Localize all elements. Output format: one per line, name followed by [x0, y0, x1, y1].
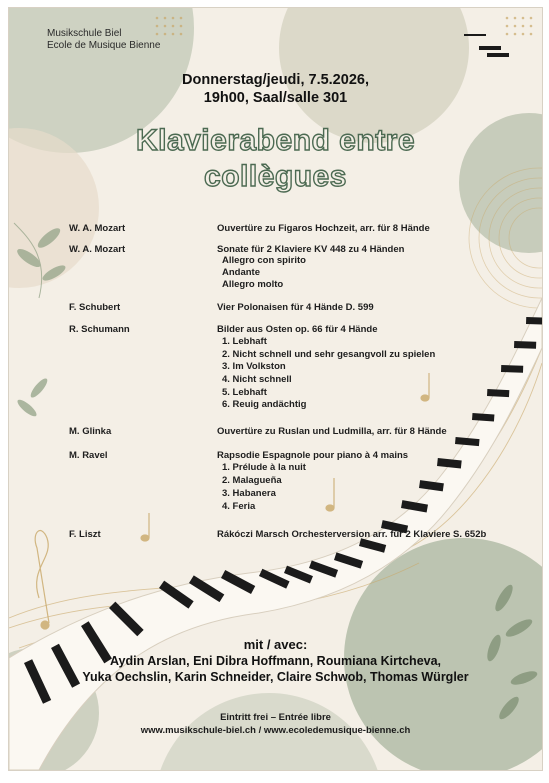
- program-work: Ouvertüre zu Figaros Hochzeit, arr. für 8 Hände: [217, 223, 430, 234]
- program-movement: 2. Malagueña: [222, 475, 282, 486]
- program-movement: 2. Nicht schnell und sehr gesangvoll zu spielen: [222, 349, 436, 360]
- program-work: Rapsodie Espagnole pour piano à 4 mains: [217, 450, 409, 461]
- program-movement: Allegro molto: [222, 279, 284, 290]
- concert-title-line1: Klavierabend entre: [135, 124, 416, 157]
- program-composer: F. Liszt: [69, 529, 101, 540]
- school-name-de: Musikschule Biel: [47, 28, 122, 39]
- program-composer: W. A. Mozart: [69, 244, 126, 255]
- admission-info: Eintritt frei – Entrée libre: [220, 712, 331, 723]
- program-work: Ouvertüre zu Ruslan und Ludmilla, arr. für 8 Hände: [217, 426, 447, 437]
- event-time-venue: 19h00, Saal/salle 301: [203, 90, 348, 106]
- program-work: Bilder aus Osten op. 66 für 4 Hände: [217, 324, 378, 335]
- program-work: Sonate für 2 Klaviere KV 448 zu 4 Händen: [217, 244, 405, 255]
- program-work: Rákóczi Marsch Orchesterversion arr. für 2 Klaviere S. 652b: [217, 529, 487, 540]
- performers-heading: mit / avec:: [243, 637, 308, 652]
- program-movement: 3. Habanera: [222, 488, 276, 499]
- program-composer: M. Glinka: [69, 426, 112, 437]
- program-movement: Andante: [222, 267, 260, 278]
- program-composer: W. A. Mozart: [69, 223, 126, 234]
- program-movement: 1. Lebhaft: [222, 336, 267, 347]
- concert-poster: [8, 7, 543, 771]
- program-composer: R. Schumann: [69, 324, 130, 335]
- event-date: Donnerstag/jeudi, 7.5.2026,: [182, 72, 369, 88]
- program-movement: 6. Reuig andächtig: [222, 399, 307, 410]
- program-movement: Allegro con spirito: [222, 255, 306, 266]
- concert-title-line2: collègues: [204, 160, 347, 193]
- websites-link[interactable]: www.musikschule-biel.ch / www.ecoledemusique-bienne.ch: [140, 725, 411, 736]
- program-movement: 5. Lebhaft: [222, 387, 267, 398]
- program-composer: F. Schubert: [69, 302, 121, 313]
- school-name-fr: Ecole de Musique Bienne: [47, 40, 161, 51]
- program-movement: 1. Prélude à la nuit: [222, 462, 306, 473]
- performers-line1: Aydin Arslan, Eni Dibra Hoffmann, Roumiana Kirtcheva,: [109, 654, 442, 668]
- program-movement: 3. Im Volkston: [222, 361, 286, 372]
- program-movement: 4. Nicht schnell: [222, 374, 292, 385]
- program-work: Vier Polonaisen für 4 Hände D. 599: [217, 302, 374, 313]
- program-movement: 4. Feria: [222, 501, 256, 512]
- program-composer: M. Ravel: [69, 450, 108, 461]
- school-logo-mark: [464, 34, 509, 57]
- performers-line2: Yuka Oechslin, Karin Schneider, Claire Schwob, Thomas Würgler: [82, 670, 469, 684]
